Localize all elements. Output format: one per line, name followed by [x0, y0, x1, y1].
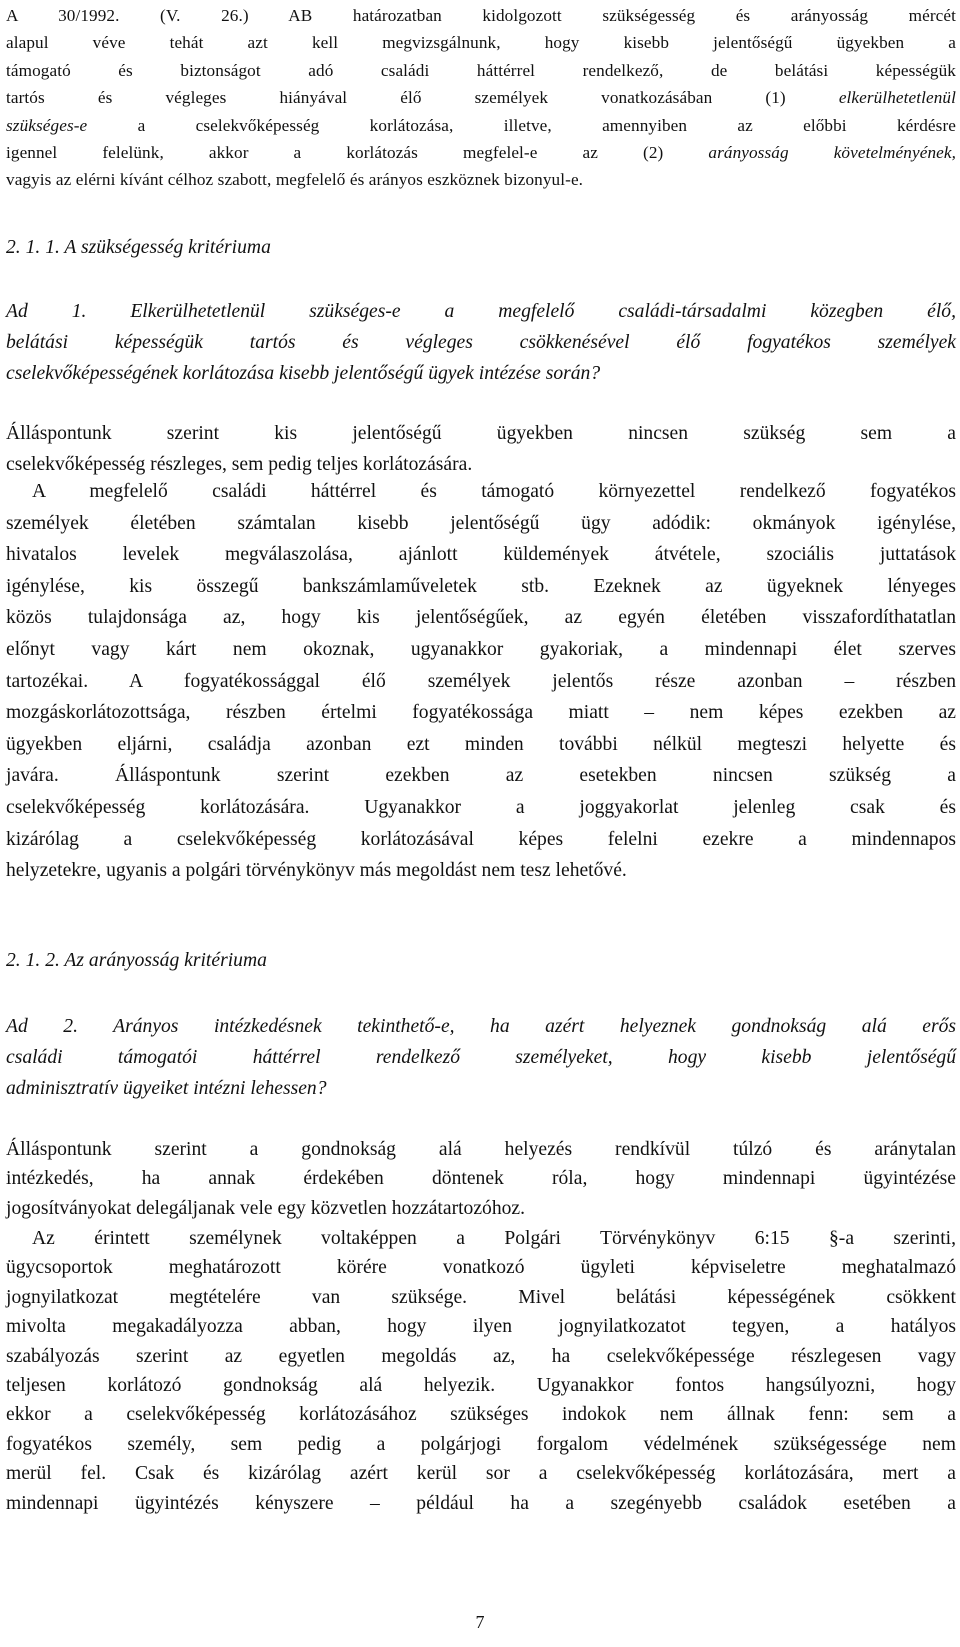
text-line: támogató és biztonságot adó családi háttérrel rendelkező, de belátási képességük — [6, 60, 956, 80]
text-line: intézkedés, ha annak érdekében döntenek róla, hogy mindennapi ügyintézése — [6, 1168, 956, 1190]
section-heading: 2. 1. 2. Az arányosság kritériuma — [6, 950, 267, 971]
text-line: jognyilatkozat megtételére van szüksége. Mivel belátási képességének csökkent — [6, 1286, 956, 1308]
page-number: 7 — [475, 1612, 485, 1632]
text-line: mozgáskorlátozottsága, részben értelmi fogyatékossága miatt – nem képes ezekben az — [6, 702, 956, 724]
text-line: ügycsoportok meghatározott körére vonatkozó ügyleti képviseletre meghatalmazó — [6, 1257, 956, 1279]
text-line: merül fel. Csak és kizárólag azért kerül sor a cselekvőképesség korlátozására, mert a — [6, 1463, 956, 1485]
question-paragraph — [6, 1011, 956, 1105]
text-line: cselekvőképesség részleges, sem pedig teljes korlátozására. — [6, 454, 473, 476]
text-line: szükséges-e a cselekvőképesség korlátozása, illetve, amennyiben az előbbi kérdésre — [6, 115, 956, 135]
text-line: cselekvőképességének korlátozása kisebb jelentőségű ügyek intézése során? — [6, 363, 601, 385]
text-line: A megfelelő családi háttérrel és támogató környezettel rendelkező fogyatékos — [32, 481, 956, 502]
text-line: szabályozás szerint az egyetlen megoldás az, ha cselekvőképessége részlegesen vagy — [6, 1345, 956, 1367]
text-line: mivolta megakadályozza abban, hogy ilyen jognyilatkozatot tegyen, a hatályos — [6, 1316, 956, 1338]
section-heading: 2. 1. 1. A szükségesség kritériuma — [6, 237, 271, 258]
text-line: ügyekben eljárni, családja azonban ezt minden további nélkül megteszi helyette és — [6, 733, 956, 755]
text-line: Ad 1. Elkerülhetetlenül szükséges-e a megfelelő családi-társadalmi közegben élő, — [6, 301, 956, 322]
text-line: személyek életében számtalan kisebb jelentőségű ügy adódik: okmányok igénylése, — [6, 512, 956, 534]
body-paragraph — [6, 476, 956, 887]
text-line: családi támogatói háttérrel rendelkező személyeket, hogy kisebb jelentőségű — [6, 1047, 956, 1069]
text-line: javára. Álláspontunk szerint ezekben az esetekben nincsen szükség a — [6, 765, 956, 787]
text-line: teljesen korlátozó gondnokság alá helyezik. Ugyanakkor fontos hangsúlyozni, hogy — [6, 1375, 956, 1397]
body-paragraph — [6, 1224, 956, 1518]
text-line: Ad 2. Arányos intézkedésnek tekinthető-e, ha azért helyeznek gondnokság alá erős — [6, 1016, 956, 1037]
text-line: mindennapi ügyintézés kényszere – például ha a szegényebb családok esetében a — [6, 1492, 956, 1514]
text-line: Álláspontunk szerint kis jelentőségű ügyekben nincsen szükség sem a — [6, 423, 956, 444]
text-line: belátási képességük tartós és végleges csökkenésével élő fogyatékos személyek — [6, 332, 956, 354]
text-line: előnyt vagy kárt nem okoznak, ugyanakkor gyakoriak, a mindennapi élet szerves — [6, 638, 956, 660]
text-line: Az érintett személynek voltaképpen a Polgári Törvénykönyv 6:15 §-a szerinti, — [32, 1228, 956, 1249]
text-line: A 30/1992. (V. 26.) AB határozatban kidolgozott szükségesség és arányosság mércét — [6, 6, 956, 25]
text-line: helyzetekre, ugyanis a polgári törvénykönyv más megoldást nem tesz lehetővé. — [6, 860, 627, 882]
text-line: tartós és végleges hiányával élő személyek vonatkozásában (1) elkerülhetetlenül — [6, 88, 956, 108]
text-line: igénylése, kis összegű bankszámlaműveletek stb. Ezeknek az ügyeknek lényeges — [6, 575, 956, 597]
body-paragraph — [6, 418, 956, 480]
text-line: igennel felelünk, akkor a korlátozás megfelel-e az (2) arányosság követelményének, — [6, 143, 956, 163]
text-line: tartozékai. A fogyatékossággal élő személyek jelentős része azonban – részben — [6, 670, 956, 692]
text-line: alapul véve tehát azt kell megvizsgálnunk, hogy kisebb jelentőségű ügyekben a — [6, 33, 956, 53]
body-paragraph — [6, 1135, 956, 1223]
text-line: ekkor a cselekvőképesség korlátozásához szükséges indokok nem állnak fenn: sem a — [6, 1404, 956, 1426]
text-line: jogosítványokat delegáljanak vele egy közvetlen hozzátartozóhoz. — [6, 1197, 526, 1219]
text-line: vagyis az elérni kívánt célhoz szabott, megfelelő és arányos eszköznek bizonyul-e. — [6, 170, 584, 190]
intro-paragraph — [6, 2, 956, 194]
text-line: adminisztratív ügyeiket intézni lehessen? — [6, 1078, 327, 1100]
text-line: cselekvőképesség korlátozására. Ugyanakkor a joggyakorlat jelenleg csak és — [6, 796, 956, 818]
text-line: Álláspontunk szerint a gondnokság alá helyezés rendkívül túlzó és aránytalan — [6, 1139, 956, 1160]
text-line: kizárólag a cselekvőképesség korlátozásával képes felelni ezekre a mindennapos — [6, 828, 956, 850]
text-line: fogyatékos személy, sem pedig a polgárjogi forgalom védelmének szükségessége nem — [6, 1433, 956, 1455]
text-line: közös tulajdonsága az, hogy kis jelentőségűek, az egyén életében visszafordíthatatlan — [6, 607, 956, 629]
text-line: hivatalos levelek megválaszolása, ajánlott küldemények átvétele, szociális juttatások — [6, 544, 956, 566]
question-paragraph — [6, 296, 956, 390]
